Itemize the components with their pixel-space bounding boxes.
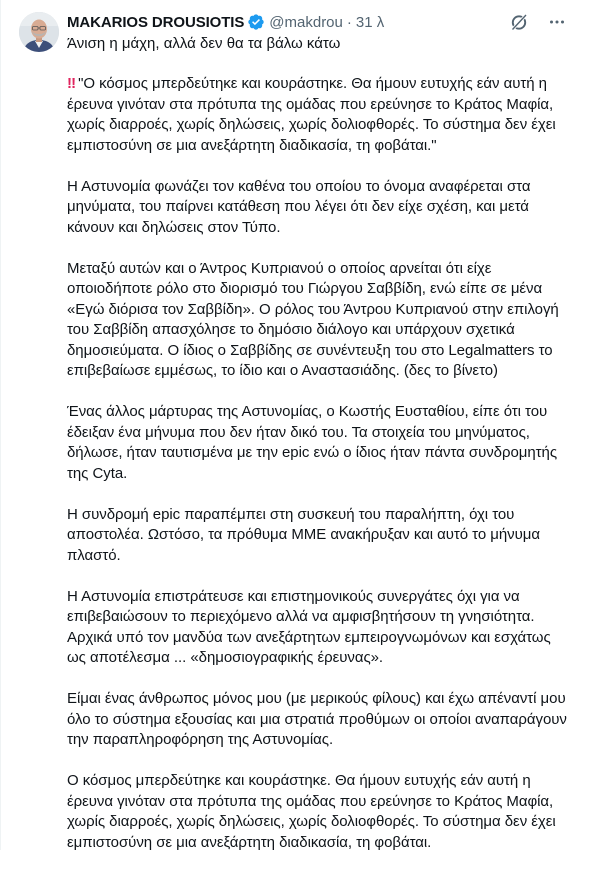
tweet-text-line: Είμαι ένας άνθρωπος μόνος μου (με μερικούς φίλους) και έχω απέναντί μου — [67, 690, 566, 707]
tweet-header — [67, 11, 384, 33]
tweet-text-line: ως αποτέλεσμα ... «δημοσιογραφικής έρευνας». — [67, 649, 384, 666]
tweet-text-line: εμπιστοσύνη σε μια ανεξάρτητη διαδικασία, τη φοβάται. — [67, 833, 432, 851]
verified-badge-icon — [247, 13, 265, 31]
tweet-text-line: Η συνδρομή epic παραπέμπει στη συσκευή του παραλήπτη, όχι του — [67, 505, 515, 523]
author-handle[interactable]: @makdrou — [269, 13, 343, 31]
tweet-paragraph — [67, 587, 587, 669]
tweet-paragraph — [67, 689, 587, 751]
tweet-text-line: Η Αστυνομία επιστράτευσε και επιστημονικούς συνεργάτες όχι για να — [67, 587, 520, 605]
tweet-text-line-content: "Ο κόσμος μπερδεύτηκε και κουράστηκε. Θα ήμουν ευτυχής εάν αυτή η — [78, 75, 547, 92]
grok-icon — [509, 12, 529, 32]
author-display-name[interactable]: MAKARIOS DROUSIOTIS — [67, 13, 245, 31]
tweet-text-line: αποστολέα. Ωστόσο, τα πρόθυμα ΜΜΕ ανακήρυξαν και αυτό το μήνυμα — [67, 526, 540, 543]
tweet-text-line: πλαστό. — [67, 546, 121, 564]
tweet-text-line: δημοσιεύματα. Ο ίδιος ο Σαββίδης σε συνέντευξη του στο Legalmatters το — [67, 341, 553, 359]
tweet-text-line: επιβεβαίωσε εμμέσως, το ίδιο και ο Αναστασιάδης. (δες το βίνετο) — [67, 362, 498, 379]
tweet-text-line: κάνουν και δηλώσεις στον Τύπο. — [67, 218, 281, 236]
tweet-paragraph — [67, 771, 587, 853]
tweet-text-line: του Σαββίδη απασχόλησε το δημόσιο διάλογο και υπάρχουν σχετικά — [67, 321, 515, 338]
tweet-text-line — [67, 74, 587, 95]
tweet-text-line: Μεταξύ αυτών και ο Άντρος Κυπριανού ο οποίος αρνείται ότι είχε — [67, 259, 492, 277]
tweet-text-line: της Cyta. — [67, 464, 128, 482]
tweet-body — [67, 74, 587, 874]
tweet-text-line: χωρίς διαρροές, χωρίς δηλώσεις, χωρίς δολιοφθορές. Το σύστημα δεν έχει — [67, 813, 556, 830]
tweet-text-line: εμπιστοσύνη σε μια ανεξάρτητη διαδικασία, τη φοβάται." — [67, 136, 437, 154]
tweet-text-line: Η Αστυνομία φωνάζει τον καθένα του οποίου το όνομα αναφέρεται στα — [67, 177, 531, 195]
more-horizontal-icon — [548, 13, 566, 31]
tweet-paragraph — [67, 74, 587, 156]
tweet-text-line: έδειξαν ένα μήνυμα που δεν ήταν δικό του. Τα στοιχεία του μηνύματος, — [67, 423, 530, 441]
tweet-text-line: έρευνα γινόταν στα πρότυπα της ομάδας που ερεύνησε το Κράτος Μαφία, — [67, 792, 554, 810]
tweet-paragraph — [67, 505, 587, 567]
tweet-text-line: Ένας άλλος μάρτυρας της Αστυνομίας, ο Κωστής Ευσταθίου, είπε ότι του — [67, 403, 548, 420]
double-exclamation-emoji-icon: ‼ — [67, 75, 75, 92]
grok-button[interactable] — [508, 11, 530, 33]
tweet-text-line: μηνύματα, του παίρνει κατάθεση που λέγει ότι δεν είχε σχέση, και μετά — [67, 198, 529, 215]
tweet-text-line: «Εγώ διόρισα τον Σαββίδη». Ο ρόλος του Άντρου Κυπριανού στην επιλογή — [67, 300, 559, 318]
tweet-paragraph — [67, 177, 587, 239]
tweet-text-line: χωρίς διαρροές, χωρίς δηλώσεις, χωρίς δολιοφθορές. Το σύστημα δεν έχει — [67, 116, 556, 133]
tweet-text-line: την παραπληροφόρηση της Αστυνομίας. — [67, 731, 334, 748]
tweet-text-line: όλο το σύστημα εξουσίας και μια στρατιά προθύμων οι οποίοι αναπαράγουν — [67, 710, 567, 728]
tweet-paragraph — [67, 402, 587, 484]
more-options-button[interactable] — [546, 11, 568, 33]
tweet-paragraph — [67, 259, 587, 382]
tweet-subtitle: Άνιση η μάχη, αλλά δεν θα τα βάλω κάτω — [67, 35, 341, 52]
profile-photo-icon — [19, 12, 59, 52]
avatar[interactable] — [19, 12, 59, 52]
tweet-text-line: οποιοδήποτε ρόλο στο διορισμό του Γιώργου Σαββίδη, ενώ είπε σε μένα — [67, 280, 543, 297]
tweet-text-line: έρευνα γινόταν στα πρότυπα της ομάδας που ερεύνησε το Κράτος Μαφία, — [67, 95, 554, 113]
separator-dot: · — [346, 13, 352, 31]
tweet-text-line: επιβεβαιώσουν το περιεχόμενο αλλά να αμφισβητήσουν τη γνησιότητα. — [67, 608, 535, 625]
tweet-text-line: δήλωσε, ήταν ταυτισμένα με την epic ενώ ο ίδιος ήταν πάντα συνδρομητής — [67, 444, 557, 461]
timestamp[interactable]: 31 λ — [355, 13, 385, 31]
tweet-text-line: Αρχικά υπό τον μανδύα των ανεξάρτητων εμπειρογνωμόνων και εσχάτως — [67, 628, 551, 646]
tweet-text-line: Ο κόσμος μπερδεύτηκε και κουράστηκε. Θα ήμουν ευτυχής εάν αυτή η — [67, 772, 531, 789]
